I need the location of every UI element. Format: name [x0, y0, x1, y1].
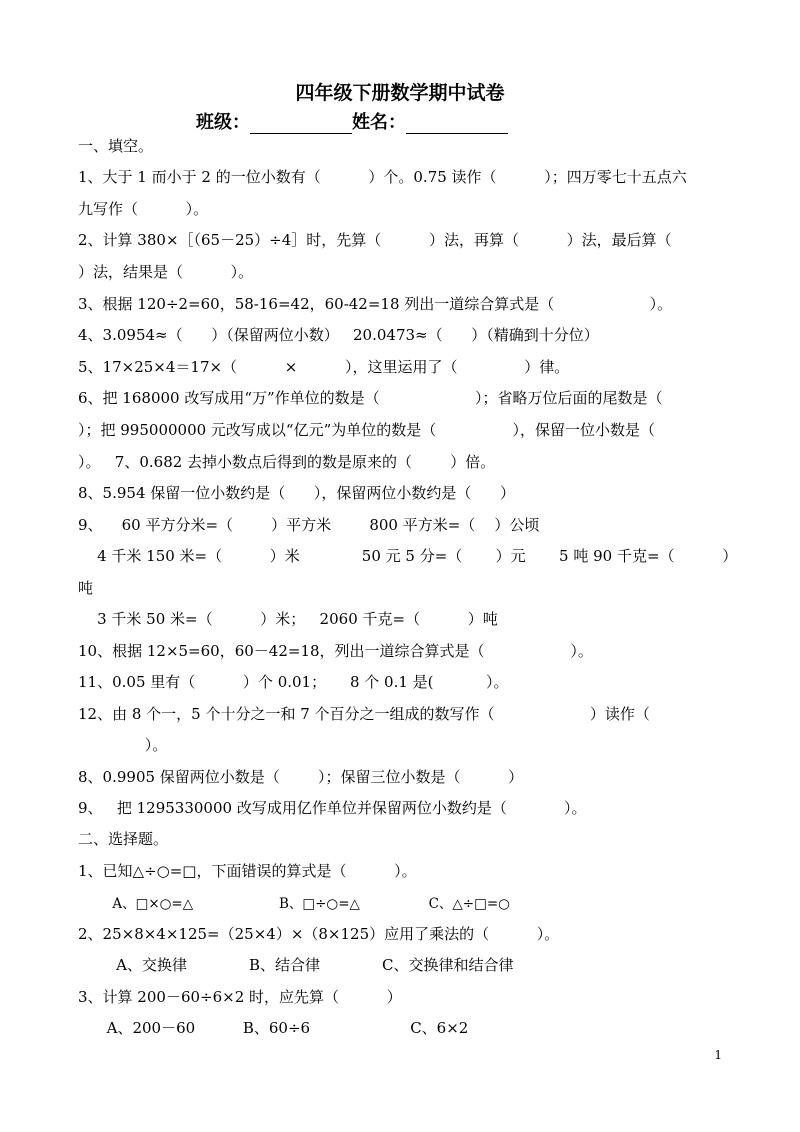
choice-options: A、200－60 B、60÷6 C、6×2	[78, 1019, 469, 1037]
question-line: 4 千米 150 米=（ ）米 50 元 5 分=（ ）元 5 吨 90 千克=（ ）	[78, 547, 738, 565]
question-line: 9、 60 平方分米=（ ）平方米 800 平方米=（ ）公顷	[78, 516, 540, 534]
question-line: 12、由 8 个一，5 个十分之一和 7 个百分之一组成的数写作（ ）读作（	[78, 705, 650, 723]
name-label: 姓名：	[352, 112, 406, 133]
question-line: 10、根据 12×5=60，60－42=18，列出一道综合算式是（ ）。	[78, 642, 593, 660]
question-line: ）法，结果是（ ）。	[78, 263, 254, 281]
page-number: 1	[714, 1048, 722, 1062]
question-line: 2、25×8×4×125=（25×4）×（8×125）应用了乘法的（ ）。	[78, 925, 560, 943]
student-info-row	[196, 108, 508, 134]
question-line: 2、计算 380×［（65－25）÷4］时，先算（ ）法，再算（ ）法，最后算（	[78, 231, 672, 249]
question-line: 4、3.0954≈（ ）（保留两位小数） 20.0473≈（ ）（精确到十分位）	[78, 326, 599, 344]
question-line: 九写作（ ）。	[78, 200, 209, 218]
question-line: 3 千米 50 米=（ ）米； 2060 千克=（ ）吨	[78, 610, 498, 628]
question-line: 吨	[78, 579, 94, 597]
question-line: 1、已知△÷○=□，下面错误的算式是（ ）。	[78, 862, 417, 880]
question-line: 8、0.9905 保留两位小数是（ ）；保留三位小数是（ ）	[78, 768, 524, 786]
question-line: 8、5.954 保留一位小数约是（ ），保留两位小数约是（ ）	[78, 484, 515, 502]
question-line: 11、0.05 里有（ ）个 0.01； 8 个 0.1 是( ）。	[78, 673, 509, 691]
question-line: 6、把 168000 改写成用“万”作单位的数是（ ）；省略万位后面的尾数是（	[78, 389, 663, 407]
class-label: 班级：	[196, 112, 250, 133]
question-line: 1、大于 1 而小于 2 的一位小数有（ ）个。0.75 读作（ ）；四万零七十五点六	[78, 168, 687, 186]
question-line: ）。	[78, 736, 168, 754]
page-title: 四年级下册数学期中试卷	[295, 82, 505, 104]
question-line: ）。 7、0.682 去掉小数点后得到的数是原来的（ ）倍。	[78, 453, 496, 471]
choice-options: A、□×○=△ B、□÷○=△ C、△÷□=○	[78, 896, 510, 912]
question-line: 9、 把 1295330000 改写成用亿作单位并保留两位小数约是（ ）。	[78, 799, 587, 817]
section-heading-choice: 二、选择题。	[78, 830, 169, 848]
class-blank[interactable]	[250, 113, 352, 134]
choice-options: A、交换律 B、结合律 C、交换律和结合律	[78, 956, 514, 974]
section-heading-fill: 一、填空。	[78, 137, 154, 155]
name-blank[interactable]	[406, 113, 508, 134]
question-line: 3、计算 200－60÷6×2 时，应先算（ ）	[78, 988, 402, 1006]
question-line: 5、17×25×4＝17×（ × ），这里运用了（ ）律。	[78, 358, 570, 376]
question-line: ）；把 995000000 元改写成以“亿元”为单位的数是（ ），保留一位小数是（	[78, 421, 656, 439]
question-line: 3、根据 120÷2=60，58-16=42，60-42=18 列出一道综合算式是（ ）。	[78, 295, 673, 313]
